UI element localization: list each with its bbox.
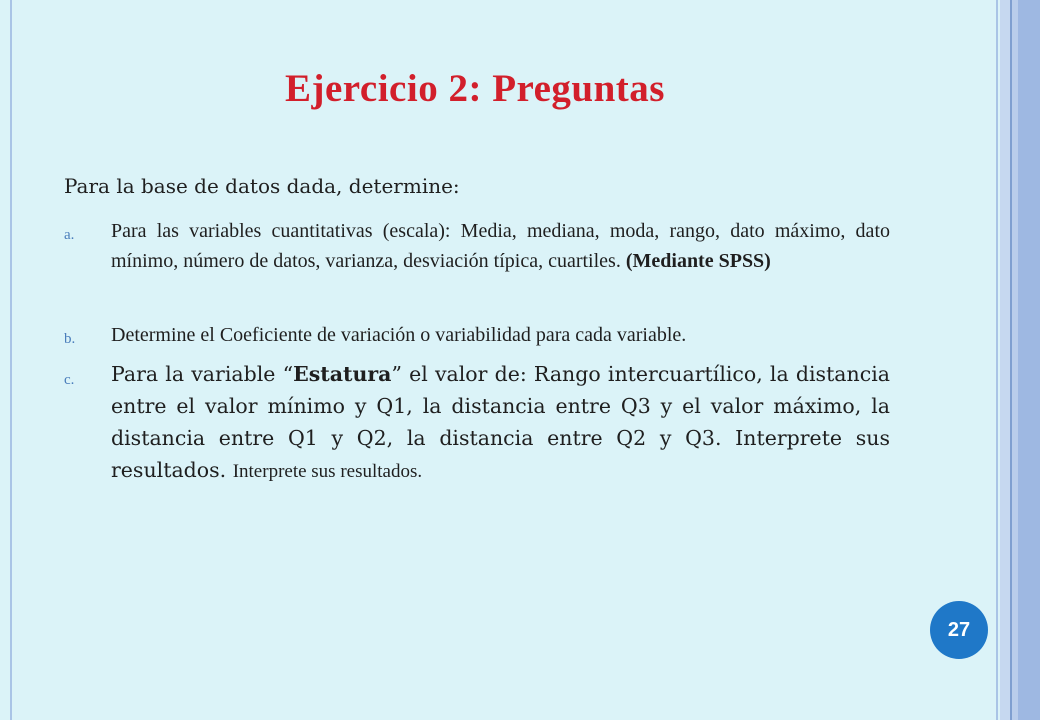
page-number-badge: 27 <box>930 601 988 659</box>
item-marker: a. <box>64 227 75 243</box>
item-text-body: Para las variables cuantitativas (escala): Media, mediana, moda, rango, dato máximo, dato mínimo, número de datos, varianza, desviación típica, cuartiles. <box>111 220 890 272</box>
right-border-stripe <box>996 0 998 720</box>
question-item-a <box>64 216 890 276</box>
right-border-band <box>1018 0 1040 720</box>
item-bold-text: (Mediante SPSS) <box>625 250 771 272</box>
right-border-stripe <box>1000 0 1010 720</box>
item-text-body: ” el valor de: Rango intercuartílico, la distancia entre el valor mínimo y Q1, la distancia entre Q3 y el valor máximo, la distancia entre Q1 y Q2, la distancia entre Q2 y Q3. Interprete sus resultados. <box>111 362 890 482</box>
item-text-body: Para la variable “ <box>111 362 294 386</box>
item-text <box>111 320 890 350</box>
item-small-text: Interprete sus resultados. <box>232 461 423 482</box>
item-marker: b. <box>64 331 76 347</box>
item-text-body: Determine el Coeficiente de variación o variabilidad para cada variable. <box>111 324 687 346</box>
intro-text: Para la base de datos dada, determine: <box>64 174 460 198</box>
item-text <box>111 358 890 488</box>
slide-title: Ejercicio 2: Preguntas <box>285 67 665 110</box>
item-marker: c. <box>64 372 75 388</box>
question-item-c <box>64 358 890 488</box>
item-bold-text: Estatura <box>293 362 392 386</box>
question-item-b <box>64 320 890 350</box>
item-text <box>111 216 890 276</box>
